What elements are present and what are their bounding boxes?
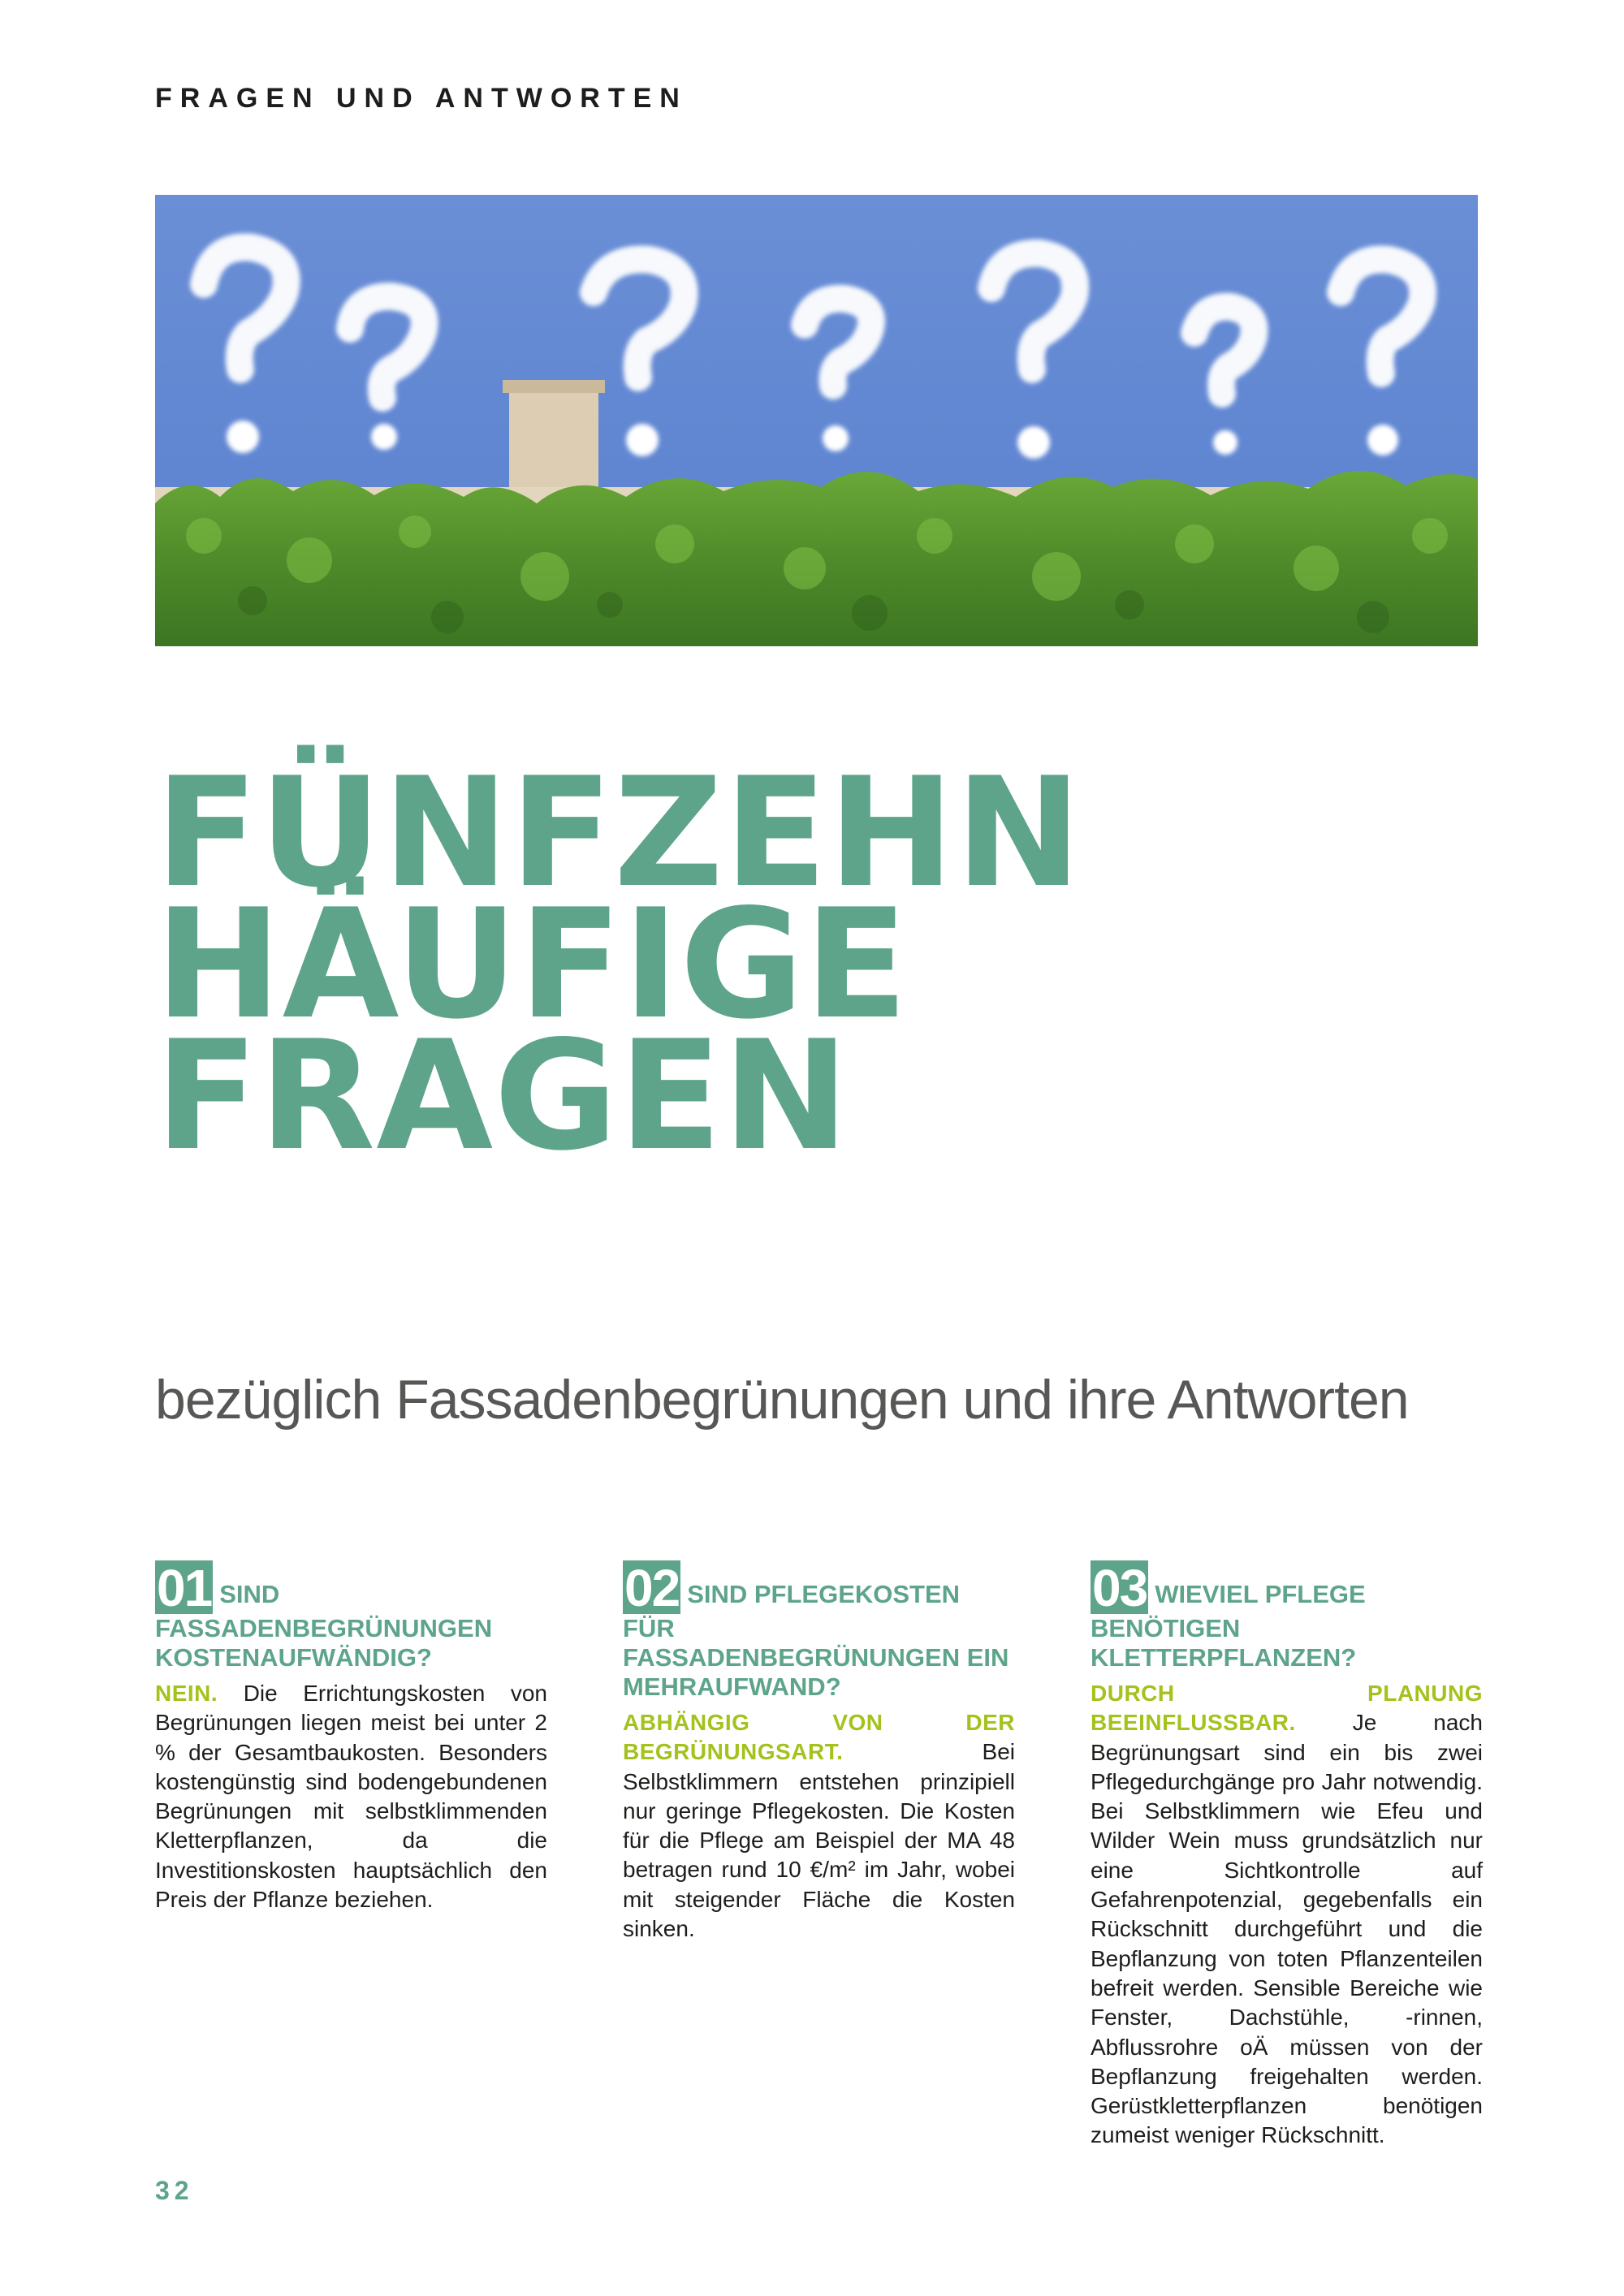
faq-answer-lead: NEIN.	[155, 1681, 218, 1706]
faq-item	[623, 1560, 1015, 1944]
page-subtitle: bezüglich Fassadenbegrünungen und ihre Antworten	[155, 1369, 1409, 1431]
faq-answer-text: Die Errichtungskosten von Begrünungen liegen meist bei unter 2 % der Gesamtbaukosten. Besonders kostengünstig sind bodengebundenen Begrünungen mit selbstklimmenden Kletterpflanzen, da die Investitionskosten hauptsächlich den Preis der Pflanze beziehen.	[155, 1681, 547, 1913]
faq-question-text: WIEVIEL PFLEGE BENÖTIGEN KLETTERPFLANZEN?	[1091, 1580, 1366, 1672]
page-headline	[155, 744, 1083, 1184]
faq-answer-lead: ABHÄNGIG VON DER BEGRÜNUNGSART.	[623, 1710, 1015, 1765]
faq-question	[623, 1560, 1015, 1702]
faq-number-badge: 02	[624, 1559, 680, 1617]
faq-question	[1091, 1560, 1483, 1672]
hero-image	[155, 195, 1478, 646]
section-label: FRAGEN UND ANTWORTEN	[155, 83, 688, 114]
headline-line-3: FRAGEN	[155, 1008, 850, 1184]
faq-answer-text: Je nach Begrünungsart sind ein bis zwei Pflegedurchgänge pro Jahr notwendig. Bei Selbstklimmern wie Efeu und Wilder Wein muss grundsätzlich nur eine Sichtkontrolle auf Gefahrenpotenzial, gegebenfalls ein Rückschnitt durchgeführt und die Bepflanzung von toten Pflanzenteilen befreit werden. Sensible Bereiche wie Fenster, Dachstühle, -rinnen, Abflussrohre oÄ müssen von der Bepflanzung freigehalten werden. Gerüstkletterpflanzen benötigen zumeist weniger Rückschnitt.	[1091, 1710, 1483, 2148]
headline-line-1: FÜNFZEHN	[155, 744, 1083, 921]
faq-question-text: SIND FASSADENBEGRÜNUNGEN KOSTENAUFWÄNDIG?	[155, 1580, 493, 1672]
faq-question	[155, 1560, 547, 1672]
page-number: 32	[155, 2176, 194, 2205]
faq-answer-text: Bei Selbstklimmern entstehen prinzipiell nur geringe Pflegekosten. Die Kosten für die Pflege am Beispiel der MA 48 betragen rund 10 €/m² im Jahr, wobei mit steigender Fläche die Kosten sinken.	[623, 1739, 1015, 1942]
faq-answer	[155, 1679, 547, 1914]
faq-question-text: SIND PFLEGEKOSTEN FÜR FASSADENBEGRÜNUNGEN EIN MEHRAUFWAND?	[623, 1580, 1009, 1701]
faq-answer-lead: DURCH PLANUNG BEEINFLUSSBAR.	[1091, 1681, 1483, 1736]
question-mark-clouds-icon	[155, 195, 1478, 646]
headline-line-2: HÄUFIGE	[155, 876, 909, 1052]
faq-answer	[1091, 1679, 1483, 2151]
faq-item	[155, 1560, 547, 1914]
faq-number-badge: 01	[157, 1559, 212, 1617]
faq-answer	[623, 1708, 1015, 1944]
faq-item	[1091, 1560, 1483, 2151]
faq-number-badge: 03	[1092, 1559, 1147, 1617]
